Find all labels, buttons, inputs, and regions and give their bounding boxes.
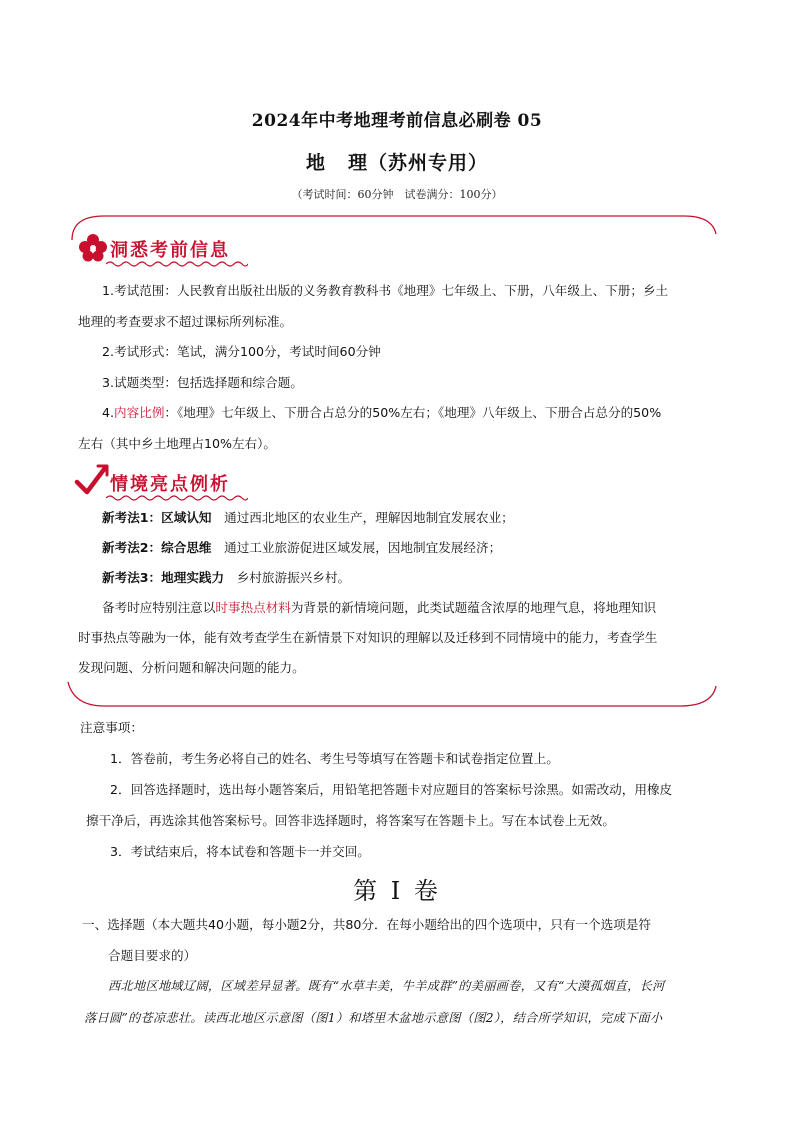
note-3: 3．考试结束后，将本试卷和答题卡一并交回。 — [110, 844, 370, 859]
k2-name: 综合思维 — [161, 540, 212, 555]
prep-line2: 时事热点等融为一体，能有效考查学生在新情景下对知识的理解以及迁移到不同情境中的能力，考查学生 — [78, 630, 658, 645]
k3-label: 新考法3： — [102, 570, 162, 585]
question-line1: 一、选择题（本大题共40小题，每小题2分，共80分．在每小题给出的四个选项中，只有一个选项是符 — [82, 917, 652, 932]
item3: 3.试题类型：包括选择题和综合题。 — [102, 374, 303, 390]
k3-name: 地理实践力 — [161, 570, 225, 585]
exam-info: （考试时间：60分钟 试卷满分：100分） — [291, 188, 503, 201]
wavy-underline — [106, 494, 248, 502]
intro-line1: 西北地区地域辽阔，区域差异显著。既有“水草丰美，牛羊成群”的美丽画卷，又有“大漠孤烟直，长河 — [108, 979, 665, 993]
item4-line2: 左右（其中乡土地理占10%左右）。 — [78, 435, 277, 451]
prep-red: 时事热点材料 — [215, 600, 291, 615]
note-1: 1．答卷前，考生务必将自己的姓名、考生号等填写在答题卡和试卷指定位置上。 — [110, 751, 559, 766]
question-section — [84, 909, 724, 971]
k3-text: 乡村旅游振兴乡村。 — [224, 570, 351, 585]
new-method-1 — [78, 503, 728, 533]
note-2-line1: 2．回答选择题时，选出每小题答案后，用铅笔把答题卡对应题目的答案标号涂黑。如需改动，用橡皮 — [110, 782, 673, 797]
volume-title: 第 I 卷 — [353, 877, 441, 905]
k1-label: 新考法1： — [102, 510, 162, 525]
k2-label: 新考法2： — [102, 540, 162, 555]
section1-content — [78, 276, 728, 459]
prep-line3: 发现问题、分析问题和解决问题的能力。 — [78, 660, 305, 675]
intro-line2: 落日圆”的苍凉悲壮。读西北地区示意图（图1）和塔里木盆地示意图（图2），结合所学知识，完成下面小 — [84, 1011, 663, 1025]
wavy-underline — [106, 260, 248, 268]
item4-label: 内容比例 — [114, 405, 165, 420]
item2: 2.考试形式：笔试，满分100分，考试时间60分钟 — [102, 344, 381, 359]
check-arrow-icon — [74, 462, 110, 498]
question-intro — [84, 970, 724, 1034]
prep-a1: 备考时应特别注意以 — [102, 600, 216, 615]
k2-text: 通过工业旅游促进区域发展，因地制宜发展经济； — [211, 540, 502, 555]
subject-title — [0, 148, 794, 175]
prep-a2: 为背景的新情境问题，此类试题蕴含浓厚的地理气息，将地理知识 — [290, 600, 657, 615]
paper-title: 2024年中考地理考前信息必刷卷 05 — [251, 111, 543, 131]
item1-line1: 1.考试范围：人民教育出版社出版的义务教育教科书《地理》七年级上、下册，八年级上、下册；乡土 — [102, 283, 669, 298]
section2-heading-text: 情境亮点例析 — [110, 474, 230, 495]
item1-line2: 地理的考查要求不超过课标所列标准。 — [78, 313, 293, 329]
notes — [80, 712, 726, 867]
item4-line1 — [78, 398, 728, 429]
section2-content — [78, 503, 728, 683]
item4-text: ：《地理》七年级上、下册合占总分的50%左右；《地理》八年级上、下册合占总分的50% — [164, 405, 662, 420]
item4-num: 4. — [102, 405, 115, 420]
notes-heading: 注意事项： — [80, 720, 143, 735]
new-method-3 — [78, 563, 728, 593]
section1-heading-text: 洞悉考前信息 — [110, 240, 230, 261]
k1-name: 区域认知 — [161, 510, 212, 525]
new-method-2 — [78, 533, 728, 563]
note-2-line2: 擦干净后，再选涂其他答案标号。回答非选择题时，将答案写在答题卡上。写在本试卷上无效。 — [86, 813, 615, 828]
subject-char: 地 — [305, 152, 326, 174]
k1-text: 通过西北地区的农业生产，理解因地制宜发展农业； — [211, 510, 514, 525]
prep-line1 — [78, 593, 728, 623]
question-line2: 合题目要求的） — [108, 948, 197, 963]
subject-rest: 理（苏州专用） — [348, 152, 489, 174]
flower-icon — [78, 232, 108, 264]
